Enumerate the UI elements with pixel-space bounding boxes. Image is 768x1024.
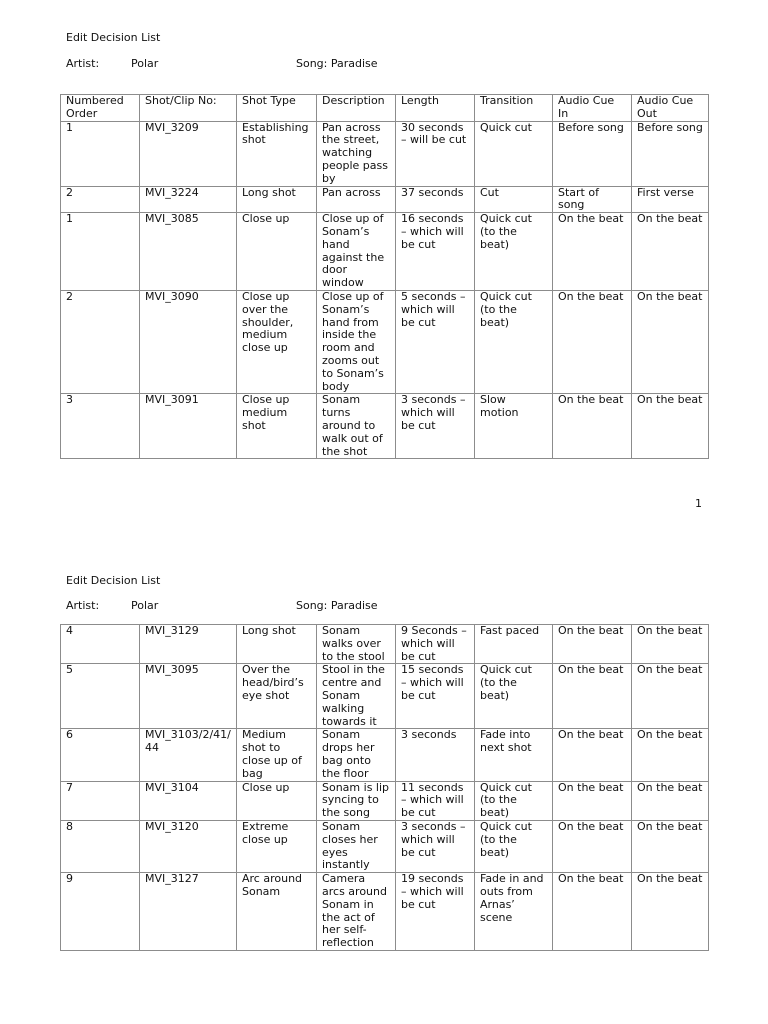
table-cell: Fade into next shot — [475, 729, 553, 781]
table-row — [61, 625, 709, 664]
table-row — [61, 820, 709, 872]
table-row — [61, 873, 709, 951]
header-cell: Transition — [475, 95, 553, 122]
table-cell: On the beat — [632, 781, 709, 820]
table-cell: Arc around Sonam — [237, 873, 317, 951]
table-cell: 15 seconds – which will be cut — [396, 664, 475, 729]
table-cell: Close up — [237, 781, 317, 820]
table-cell: Fast paced — [475, 625, 553, 664]
table-cell: MVI_3209 — [140, 121, 237, 186]
table-cell: 1 — [61, 213, 140, 291]
table-cell: Quick cut (to the beat) — [475, 213, 553, 291]
artist-label: Artist: — [66, 57, 100, 70]
table-cell: On the beat — [553, 781, 632, 820]
table-cell: On the beat — [632, 729, 709, 781]
table-row — [61, 186, 709, 213]
table-row — [61, 121, 709, 186]
table-cell: On the beat — [632, 820, 709, 872]
table-cell: On the beat — [553, 873, 632, 951]
table-cell: On the beat — [553, 394, 632, 459]
table-row — [61, 729, 709, 781]
table-cell: MVI_3224 — [140, 186, 237, 213]
table-cell: MVI_3127 — [140, 873, 237, 951]
table-cell: 16 seconds – which will be cut — [396, 213, 475, 291]
table-cell: 3 — [61, 394, 140, 459]
table-cell: 3 seconds – which will be cut — [396, 394, 475, 459]
table-cell: Pan across the street, watching people pass by — [317, 121, 396, 186]
table-cell: Before song — [632, 121, 709, 186]
table-cell: Sonam drops her bag onto the floor — [317, 729, 396, 781]
table-cell: On the beat — [553, 213, 632, 291]
header-cell: Shot/Clip No: — [140, 95, 237, 122]
edit-decision-table — [60, 624, 709, 951]
document-title: Edit Decision List — [66, 574, 161, 587]
table-cell: Medium shot to close up of bag — [237, 729, 317, 781]
table-cell: First verse — [632, 186, 709, 213]
table-cell: 5 — [61, 664, 140, 729]
table-row — [61, 290, 709, 393]
table-cell: Sonam is lip syncing to the song — [317, 781, 396, 820]
table-cell: MVI_3104 — [140, 781, 237, 820]
table-cell: Over the head/bird’s eye shot — [237, 664, 317, 729]
table-cell: 1 — [61, 121, 140, 186]
song-name: Song: Paradise — [296, 599, 378, 612]
table-cell: 3 seconds — [396, 729, 475, 781]
table-cell: 6 — [61, 729, 140, 781]
table-cell: 37 seconds — [396, 186, 475, 213]
table-cell: Quick cut (to the beat) — [475, 664, 553, 729]
table-cell: Extreme close up — [237, 820, 317, 872]
table-cell: 3 seconds – which will be cut — [396, 820, 475, 872]
table-cell: On the beat — [632, 213, 709, 291]
table-cell: 9 — [61, 873, 140, 951]
table-row — [61, 213, 709, 291]
table-header-row — [61, 95, 709, 122]
table-cell: 2 — [61, 290, 140, 393]
table-cell: On the beat — [553, 820, 632, 872]
table-cell: 7 — [61, 781, 140, 820]
table-cell: MVI_3085 — [140, 213, 237, 291]
page-number: 1 — [695, 497, 702, 510]
table-cell: 11 seconds – which will be cut — [396, 781, 475, 820]
artist-name: Polar — [131, 57, 159, 70]
header-cell: Shot Type — [237, 95, 317, 122]
document-title: Edit Decision List — [66, 31, 161, 44]
table-cell: Sonam walks over to the stool — [317, 625, 396, 664]
table-cell: Close up medium shot — [237, 394, 317, 459]
table-cell: On the beat — [553, 290, 632, 393]
table-cell: Establishing shot — [237, 121, 317, 186]
table-row — [61, 394, 709, 459]
table-cell: On the beat — [632, 290, 709, 393]
table-cell: On the beat — [632, 625, 709, 664]
table-row — [61, 781, 709, 820]
table-cell: Long shot — [237, 625, 317, 664]
table-cell: On the beat — [553, 664, 632, 729]
header-cell: Length — [396, 95, 475, 122]
header-cell: Numbered Order — [61, 95, 140, 122]
table-cell: MVI_3129 — [140, 625, 237, 664]
table-cell: Sonam closes her eyes instantly — [317, 820, 396, 872]
table-cell: 5 seconds – which will be cut — [396, 290, 475, 393]
table-cell: On the beat — [553, 625, 632, 664]
table-cell: On the beat — [632, 394, 709, 459]
artist-name: Polar — [131, 599, 159, 612]
table-cell: Close up over the shoulder, medium close up — [237, 290, 317, 393]
table-cell: Quick cut — [475, 121, 553, 186]
table-cell: Cut — [475, 186, 553, 213]
table-cell: On the beat — [553, 729, 632, 781]
table-cell: Stool in the centre and Sonam walking towards it — [317, 664, 396, 729]
table-cell: On the beat — [632, 664, 709, 729]
table-cell: Quick cut (to the beat) — [475, 820, 553, 872]
header-cell: Description — [317, 95, 396, 122]
table-cell: 30 seconds – will be cut — [396, 121, 475, 186]
table-cell: MVI_3095 — [140, 664, 237, 729]
table-cell: 2 — [61, 186, 140, 213]
table-cell: Long shot — [237, 186, 317, 213]
table-row — [61, 664, 709, 729]
table-cell: Slow motion — [475, 394, 553, 459]
table-cell: MVI_3090 — [140, 290, 237, 393]
table-cell: MVI_3103/2/41/44 — [140, 729, 237, 781]
table-cell: MVI_3120 — [140, 820, 237, 872]
table-cell: 8 — [61, 820, 140, 872]
header-cell: Audio Cue Out — [632, 95, 709, 122]
table-cell: Close up of Sonam’s hand against the door window — [317, 213, 396, 291]
table-cell: Camera arcs around Sonam in the act of her self-reflection — [317, 873, 396, 951]
table-cell: Sonam turns around to walk out of the shot — [317, 394, 396, 459]
table-cell: 4 — [61, 625, 140, 664]
artist-label: Artist: — [66, 599, 100, 612]
edit-decision-table — [60, 94, 709, 459]
table-cell: Quick cut (to the beat) — [475, 781, 553, 820]
table-cell: 9 Seconds – which will be cut — [396, 625, 475, 664]
table-cell: On the beat — [632, 873, 709, 951]
table-cell: Quick cut (to the beat) — [475, 290, 553, 393]
table-cell: Close up — [237, 213, 317, 291]
song-name: Song: Paradise — [296, 57, 378, 70]
table-cell: 19 seconds – which will be cut — [396, 873, 475, 951]
table-cell: Pan across — [317, 186, 396, 213]
table-cell: Before song — [553, 121, 632, 186]
table-cell: Close up of Sonam’s hand from inside the room and zooms out to Sonam’s body — [317, 290, 396, 393]
table-cell: Start of song — [553, 186, 632, 213]
table-cell: MVI_3091 — [140, 394, 237, 459]
table-cell: Fade in and outs from Arnas’ scene — [475, 873, 553, 951]
header-cell: Audio Cue In — [553, 95, 632, 122]
